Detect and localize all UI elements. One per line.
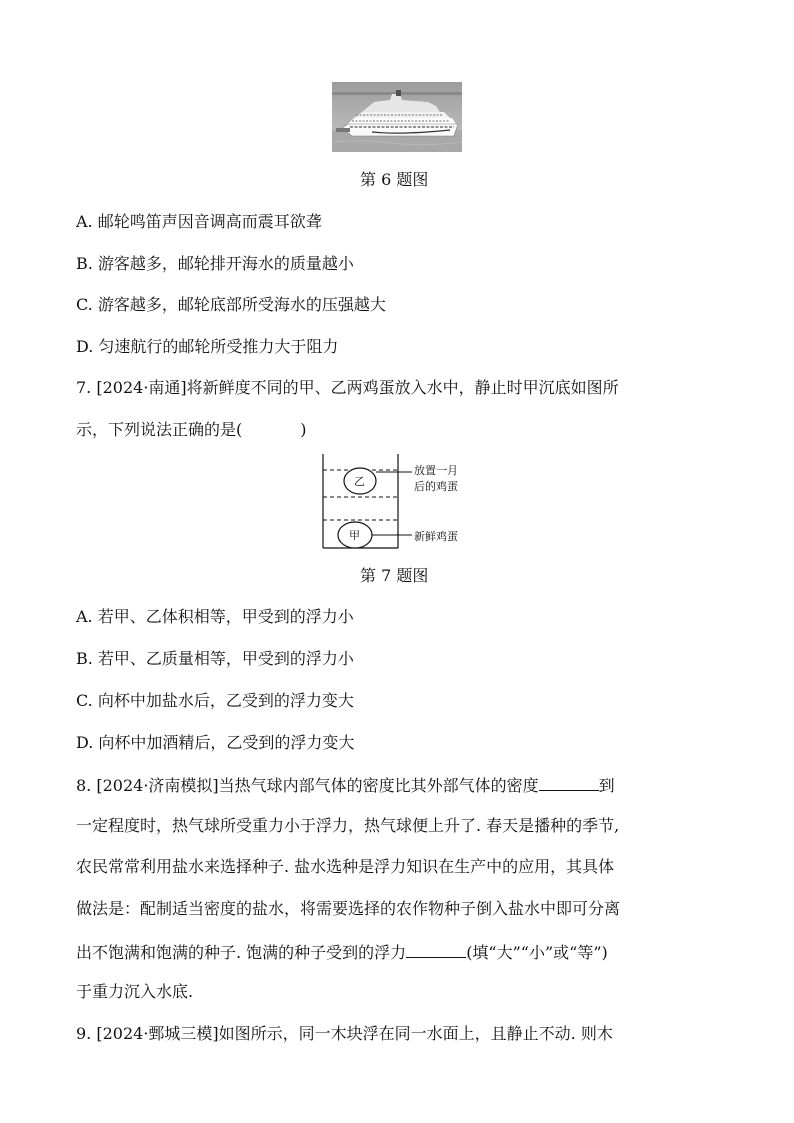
q7-close-paren: ): [300, 420, 307, 439]
q8-line-5: [76, 941, 608, 963]
egg-jia-label: 甲: [349, 529, 360, 542]
note-old-egg-line-2: 后的鸡蛋: [414, 480, 458, 493]
cruise-ship-photo: [332, 82, 462, 152]
q8-line-1-tail: 到: [598, 776, 615, 795]
q8-line-2: 一定程度时，热气球所受重力小于浮力，热气球便上升了. 春天是播种的季节,: [76, 816, 620, 835]
q7-option-d: D. 向杯中加酒精后，乙受到的浮力变大: [76, 733, 355, 752]
figure-6-caption: 第 6 题图: [360, 170, 429, 189]
q8-line-1-text: 8. [2024·济南模拟]当热气球内部气体的密度比其外部气体的密度: [76, 776, 539, 795]
q8-line-4: 做法是：配制适当密度的盐水，将需要选择的农作物种子倒入盐水中即可分离: [76, 899, 621, 918]
q9-line-1: 9. [2024·鄄城三模]如图所示，同一木块浮在同一水面上，且静止不动. 则木: [76, 1024, 613, 1043]
answer-blank[interactable]: [406, 941, 466, 958]
q7-stem-text: 示，下列说法正确的是(: [76, 420, 243, 439]
q8-line-5-tail: (填“大”“小”或“等”): [466, 943, 608, 962]
egg-yi-label: 乙: [354, 475, 365, 488]
q7-stem-line-1: 7. [2024·南通]将新鲜度不同的甲、乙两鸡蛋放入水中，静止时甲沉底如图所: [76, 378, 619, 397]
q8-line-5-text: 出不饱满和饱满的种子. 饱满的种子受到的浮力: [76, 943, 407, 962]
q6-option-d: D. 匀速航行的邮轮所受推力大于阻力: [76, 337, 339, 356]
q7-stem-line-2: [76, 420, 307, 440]
q8-line-6: 于重力沉入水底.: [76, 982, 194, 1001]
q7-option-c: C. 向杯中加盐水后，乙受到的浮力变大: [76, 691, 354, 710]
figure-7-caption: 第 7 题图: [360, 566, 429, 585]
q6-option-b: B. 游客越多，邮轮排开海水的质量越小: [76, 254, 354, 273]
answer-blank[interactable]: [539, 774, 599, 791]
note-fresh-egg: 新鲜鸡蛋: [414, 530, 458, 543]
q7-option-a: A. 若甲、乙体积相等，甲受到的浮力小: [76, 607, 354, 626]
q8-line-3: 农民常常利用盐水来选择种子. 盐水选种是浮力知识在生产中的应用，其具体: [76, 857, 615, 876]
q6-option-c: C. 游客越多，邮轮底部所受海水的压强越大: [76, 295, 386, 314]
note-old-egg-line-1: 放置一月: [414, 464, 458, 477]
q8-line-1: [76, 774, 615, 796]
q7-option-b: B. 若甲、乙质量相等，甲受到的浮力小: [76, 649, 354, 668]
q6-option-a: A. 邮轮鸣笛声因音调高而震耳欲聋: [76, 212, 322, 231]
egg-beaker-figure: [318, 452, 478, 556]
